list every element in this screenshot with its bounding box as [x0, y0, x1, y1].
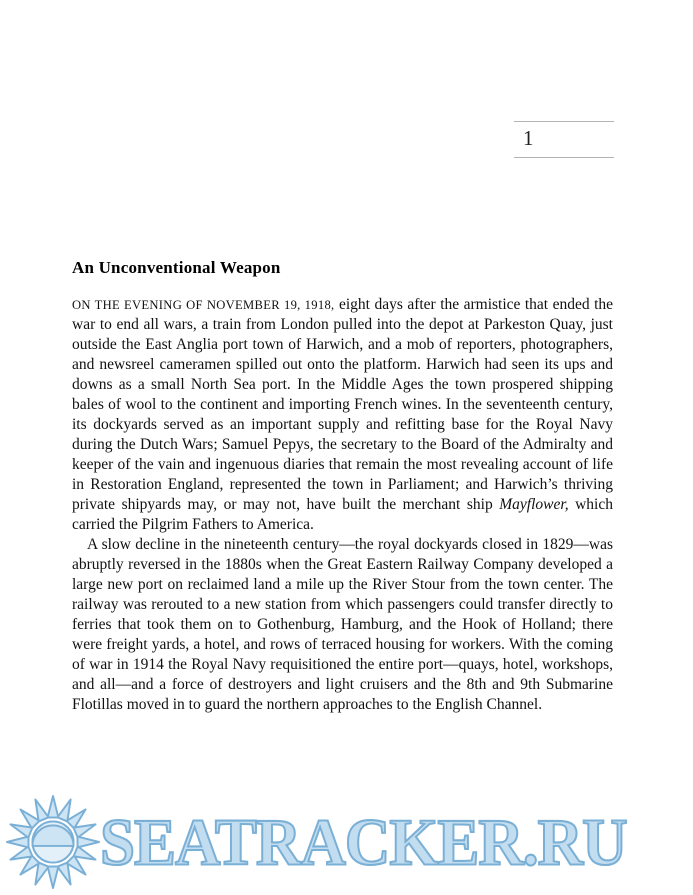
- body-paragraph-1: [72, 295, 613, 535]
- watermark-text: SEATRACKER.RU: [100, 804, 627, 880]
- paragraph-1-text-end: which carried the Pilgrim Fathers to America.: [72, 496, 613, 533]
- text-column: [72, 258, 613, 715]
- chapter-rule-bottom: [514, 157, 614, 158]
- chapter-number: 1: [523, 126, 534, 150]
- body-paragraph-2: A slow decline in the nineteenth century—the royal dockyards closed in 1829—was abruptly reversed in the 1880s when the Great Eastern Railway Company developed a large new port on reclaimed land a mile up the River Stour from the town center. The railway was rerouted to a new station from which passengers could transfer directly to ferries that took them on to Gothenburg, Hamburg, and the Hook of Holland; there were freight yards, a hotel, and rows of terraced housing for workers. With the coming of war in 1914 the Royal Navy requisitioned the entire port—quays, hotel, workshops, and all—and a force of destroyers and light cruisers and the 8th and 9th Submarine Flotillas moved in to guard the northern approaches to the English Channel.: [72, 536, 613, 713]
- watermark: [4, 793, 693, 891]
- paragraph-lead-smallcaps: ON THE EVENING OF NOVEMBER 19, 1918,: [72, 298, 335, 312]
- paragraph-1-text: eight days after the armistice that ended the war to end all wars, a train from London pulled into the depot at Parkeston Quay, just outside the East Anglia port town of Harwich, and a mob of reporters, photographers, and newsreel cameramen spilled out onto the platform. Harwich had seen its ups and downs as a small North Sea port. In the Middle Ages the town prospered shipping bales of wool to the continent and importing French wines. In the seventeenth century, its dockyards served as an important supply and refitting base for the Royal Navy during the Dutch Wars; Samuel Pepys, the secretary to the Board of the Admiralty and keeper of the vain and ingenuous diaries that remain the most revealing account of life in Restoration England, represented the town in Parliament; and Harwich’s thriving private shipyards may, or may not, have built the merchant ship: [72, 296, 613, 513]
- chapter-title: An Unconventional Weapon: [72, 258, 281, 277]
- chapter-heading: [514, 121, 614, 158]
- italic-ship-name: Mayflower,: [499, 496, 569, 513]
- sun-icon: [4, 793, 102, 891]
